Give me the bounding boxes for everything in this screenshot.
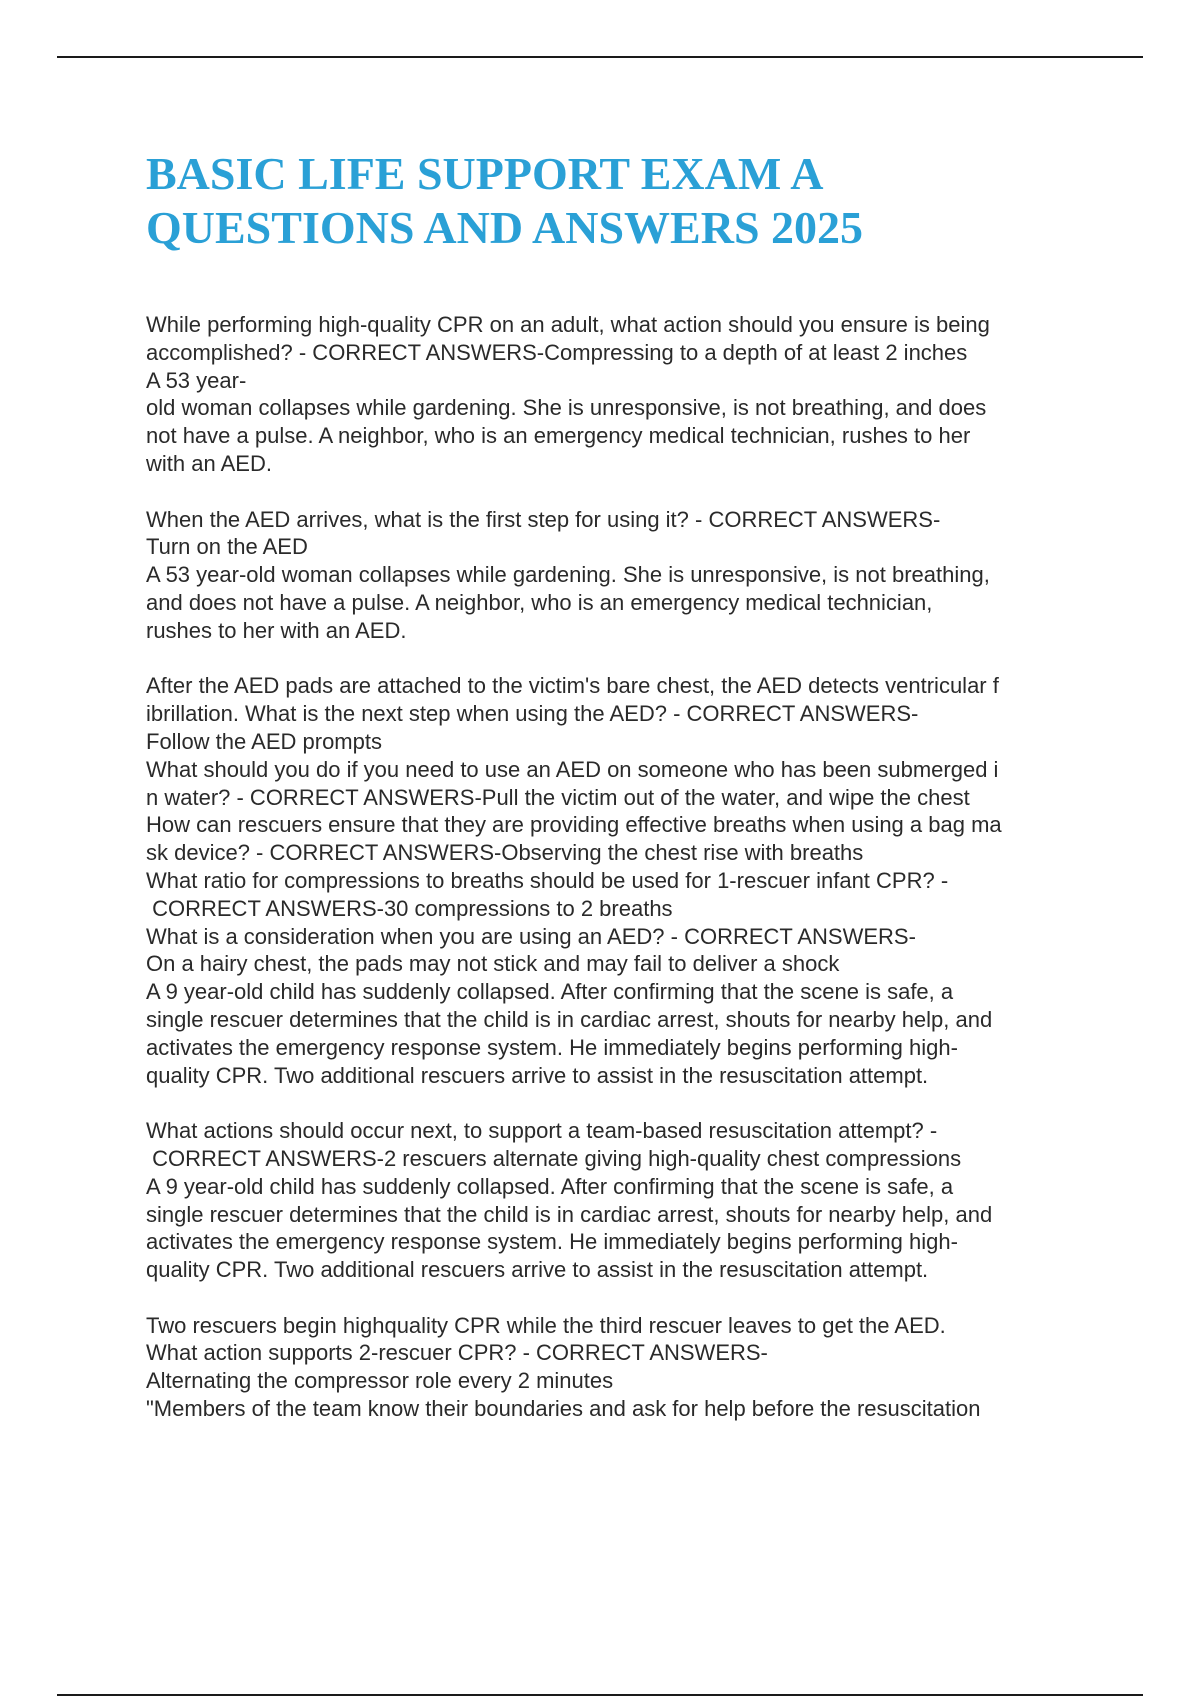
text-line: quality CPR. Two additional rescuers arrive to assist in the resuscitation attempt.: [146, 1062, 929, 1088]
document-title: [146, 147, 1106, 255]
text-line: Turn on the AED: [146, 534, 308, 560]
text-line: activates the emergency response system. He immediately begins performing high-: [146, 1034, 958, 1060]
text-line: single rescuer determines that the child is in cardiac arrest, shouts for nearby help, and: [146, 1201, 993, 1227]
text-line: While performing high-quality CPR on an adult, what action should you ensure is being: [146, 312, 990, 337]
text-line: What ratio for compressions to breaths should be used for 1-rescuer infant CPR? -: [146, 867, 949, 893]
text-line: accomplished? - CORRECT ANSWERS-Compressing to a depth of at least 2 inches: [146, 339, 968, 365]
text-line: Follow the AED prompts: [146, 728, 382, 754]
text-line: ibrillation. What is the next step when using the AED? - CORRECT ANSWERS-: [146, 701, 919, 727]
text-line: On a hairy chest, the pads may not stick and may fail to deliver a shock: [146, 951, 840, 977]
text-line: After the AED pads are attached to the victim's bare chest, the AED detects ventricular f: [146, 673, 999, 699]
text-line: with an AED.: [146, 450, 272, 476]
document-body: [146, 311, 1106, 1423]
text-line: What actions should occur next, to support a team-based resuscitation attempt? -: [146, 1118, 938, 1144]
top-rule: [57, 56, 1143, 58]
text-line: activates the emergency response system. He immediately begins performing high-: [146, 1229, 958, 1255]
text-line: not have a pulse. A neighbor, who is an emergency medical technician, rushes to her: [146, 423, 971, 449]
text-line: What is a consideration when you are using an AED? - CORRECT ANSWERS-: [146, 923, 916, 949]
paragraph-gap: [146, 1284, 1106, 1312]
text-line: How can rescuers ensure that they are providing effective breaths when using a bag ma: [146, 812, 1002, 838]
text-line: old woman collapses while gardening. She is unresponsive, is not breathing, and does: [146, 395, 987, 421]
text-line: Two rescuers begin highquality CPR while the third rescuer leaves to get the AED.: [146, 1312, 946, 1338]
text-line: What action supports 2-rescuer CPR? - CORRECT ANSWERS-: [146, 1340, 768, 1366]
title-line-2: QUESTIONS AND ANSWERS 2025: [146, 202, 864, 253]
text-line: quality CPR. Two additional rescuers arrive to assist in the resuscitation attempt.: [146, 1257, 929, 1283]
text-line: What should you do if you need to use an AED on someone who has been submerged i: [146, 756, 999, 782]
text-line: "Members of the team know their boundaries and ask for help before the resuscitation: [146, 1396, 981, 1422]
title-line-1: BASIC LIFE SUPPORT EXAM A: [146, 148, 824, 199]
paragraph-gap: [146, 478, 1106, 506]
text-line: rushes to her with an AED.: [146, 617, 407, 643]
paragraph-gap: [146, 1089, 1106, 1117]
text-line: single rescuer determines that the child is in cardiac arrest, shouts for nearby help, and: [146, 1006, 993, 1032]
bottom-rule: [57, 1694, 1143, 1696]
text-line: Alternating the compressor role every 2 minutes: [146, 1368, 614, 1394]
text-line: CORRECT ANSWERS-2 rescuers alternate giving high-quality chest compressions: [146, 1145, 962, 1171]
text-line: A 53 year-old woman collapses while gardening. She is unresponsive, is not breathing,: [146, 562, 990, 588]
text-line: When the AED arrives, what is the first step for using it? - CORRECT ANSWERS-: [146, 506, 941, 532]
text-line: n water? - CORRECT ANSWERS-Pull the victim out of the water, and wipe the chest: [146, 784, 970, 810]
paragraph-gap: [146, 645, 1106, 673]
text-line: CORRECT ANSWERS-30 compressions to 2 breaths: [146, 895, 673, 921]
text-line: A 9 year-old child has suddenly collapsed. After confirming that the scene is safe, a: [146, 979, 954, 1005]
text-line: A 53 year-: [146, 367, 247, 393]
text-line: sk device? - CORRECT ANSWERS-Observing the chest rise with breaths: [146, 840, 864, 866]
text-line: and does not have a pulse. A neighbor, who is an emergency medical technician,: [146, 589, 933, 615]
text-line: A 9 year-old child has suddenly collapsed. After confirming that the scene is safe, a: [146, 1173, 954, 1199]
